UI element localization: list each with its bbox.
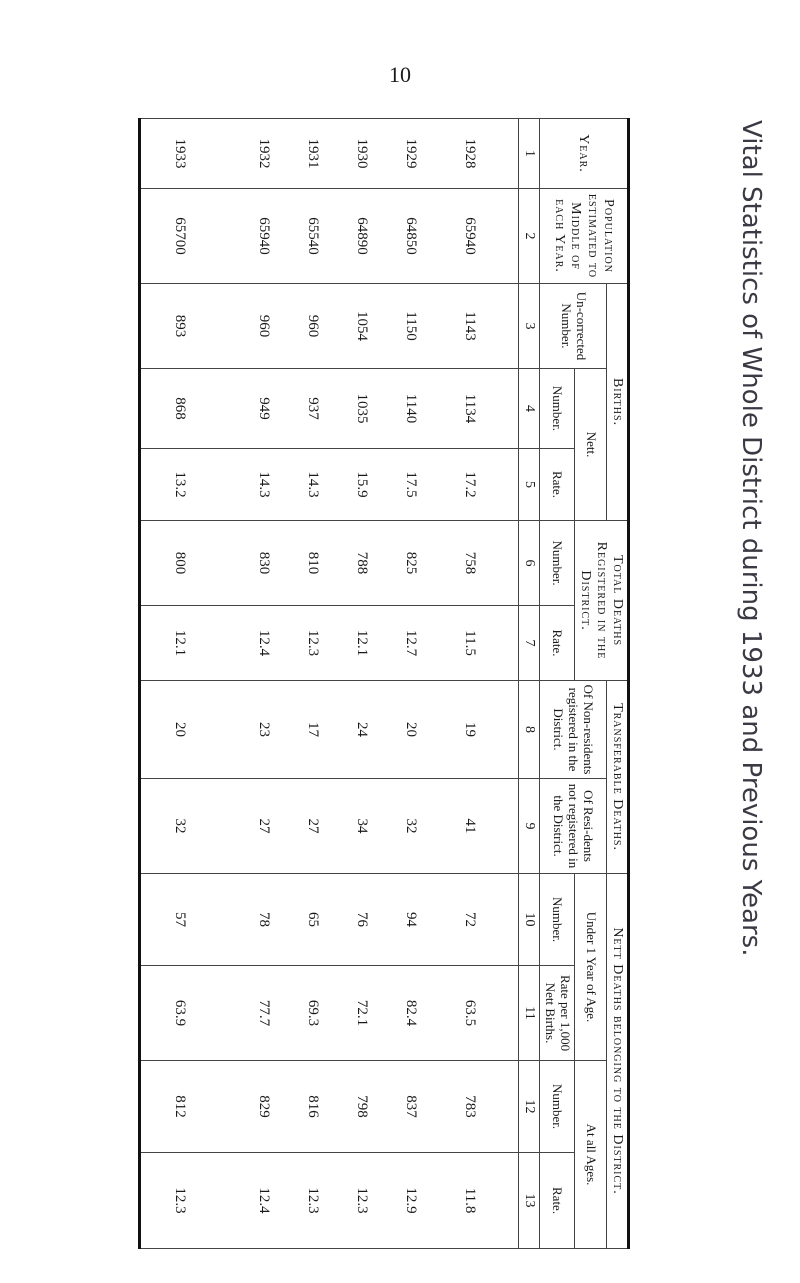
- cell-all-deaths: 798: [337, 1061, 386, 1153]
- cell-population: 65700: [139, 189, 238, 284]
- vital-statistics-table: [138, 118, 630, 1249]
- cell-year: 1932: [239, 119, 288, 189]
- cell-all-rate: 12.9: [386, 1153, 435, 1249]
- header-under-1-year: Under 1 Year of Age.: [574, 874, 606, 1061]
- table-row: [435, 119, 518, 1249]
- page-title: Vital Statistics of Whole District during 1933 and Previous Years.: [736, 120, 766, 957]
- cell-uncorrected: 893: [139, 284, 238, 369]
- header-infant-number: Number.: [539, 874, 574, 966]
- cell-deaths: 758: [435, 521, 518, 606]
- header-total-deaths: Total Deaths Registered in the District.: [574, 521, 628, 681]
- cell-deaths: 810: [288, 521, 337, 606]
- cell-nett-births: 937: [288, 369, 337, 449]
- header-residents-not-registered: Of Resi-dents not registered in the District.: [539, 779, 606, 874]
- cell-deaths: 800: [139, 521, 238, 606]
- cell-nett-births: 1134: [435, 369, 518, 449]
- cell-population: 65940: [435, 189, 518, 284]
- header-non-residents: Of Non-residents registered in the District.: [539, 681, 606, 779]
- cell-nett-births: 1035: [337, 369, 386, 449]
- column-number: 10: [518, 874, 539, 966]
- cell-non-residents: 17: [288, 681, 337, 779]
- cell-nett-births: 949: [239, 369, 288, 449]
- table-row: [288, 119, 337, 1249]
- column-number: 1: [518, 119, 539, 189]
- table-row: [139, 119, 238, 1249]
- cell-death-rate: 12.1: [337, 606, 386, 681]
- column-number: 13: [518, 1153, 539, 1249]
- cell-birth-rate: 13.2: [139, 449, 238, 521]
- cell-nett-births: 868: [139, 369, 238, 449]
- cell-all-rate: 12.4: [239, 1153, 288, 1249]
- header-population: Population estimated to Middle of each Year.: [539, 189, 628, 284]
- cell-infant-deaths: 72: [435, 874, 518, 966]
- cell-infant-rate: 63.5: [435, 966, 518, 1061]
- cell-deaths: 788: [337, 521, 386, 606]
- cell-population: 64890: [337, 189, 386, 284]
- cell-year: 1931: [288, 119, 337, 189]
- header-all-ages-number: Number.: [539, 1061, 574, 1153]
- cell-birth-rate: 14.3: [239, 449, 288, 521]
- column-number: 2: [518, 189, 539, 284]
- column-number: 3: [518, 284, 539, 369]
- cell-uncorrected: 1143: [435, 284, 518, 369]
- column-number: 11: [518, 966, 539, 1061]
- cell-death-rate: 12.4: [239, 606, 288, 681]
- header-births: Births.: [606, 284, 628, 521]
- cell-infant-rate: 82.4: [386, 966, 435, 1061]
- table-row: [337, 119, 386, 1249]
- column-number: 6: [518, 521, 539, 606]
- cell-all-deaths: 837: [386, 1061, 435, 1153]
- cell-death-rate: 12.1: [139, 606, 238, 681]
- cell-birth-rate: 15.9: [337, 449, 386, 521]
- cell-all-deaths: 829: [239, 1061, 288, 1153]
- cell-death-rate: 12.3: [288, 606, 337, 681]
- cell-infant-deaths: 76: [337, 874, 386, 966]
- cell-year: 1933: [139, 119, 238, 189]
- cell-uncorrected: 1054: [337, 284, 386, 369]
- cell-all-deaths: 812: [139, 1061, 238, 1153]
- header-nett-births-rate: Rate.: [539, 449, 574, 521]
- cell-deaths: 825: [386, 521, 435, 606]
- column-number: 8: [518, 681, 539, 779]
- cell-population: 64850: [386, 189, 435, 284]
- cell-all-rate: 12.3: [337, 1153, 386, 1249]
- header-nett-deaths: Nett Deaths belonging to the District.: [606, 874, 628, 1249]
- table-row: [239, 119, 288, 1249]
- cell-non-residents: 23: [239, 681, 288, 779]
- cell-death-rate: 11.5: [435, 606, 518, 681]
- cell-uncorrected: 960: [239, 284, 288, 369]
- header-total-deaths-number: Number.: [539, 521, 574, 606]
- cell-infant-deaths: 78: [239, 874, 288, 966]
- cell-deaths: 830: [239, 521, 288, 606]
- column-number: 12: [518, 1061, 539, 1153]
- header-year: Year.: [539, 119, 628, 189]
- cell-non-residents: 20: [139, 681, 238, 779]
- header-all-ages: At all Ages.: [574, 1061, 606, 1249]
- cell-infant-deaths: 94: [386, 874, 435, 966]
- cell-residents-not-registered: 32: [386, 779, 435, 874]
- column-number: 7: [518, 606, 539, 681]
- cell-all-rate: 11.8: [435, 1153, 518, 1249]
- cell-infant-deaths: 65: [288, 874, 337, 966]
- column-number: 5: [518, 449, 539, 521]
- cell-birth-rate: 17.5: [386, 449, 435, 521]
- column-number: 9: [518, 779, 539, 874]
- page-number: 10: [389, 62, 411, 87]
- cell-infant-rate: 63.9: [139, 966, 238, 1061]
- cell-residents-not-registered: 41: [435, 779, 518, 874]
- header-all-ages-rate: Rate.: [539, 1153, 574, 1249]
- cell-non-residents: 20: [386, 681, 435, 779]
- header-total-deaths-rate: Rate.: [539, 606, 574, 681]
- cell-death-rate: 12.7: [386, 606, 435, 681]
- cell-nett-births: 1140: [386, 369, 435, 449]
- cell-infant-rate: 72.1: [337, 966, 386, 1061]
- cell-residents-not-registered: 27: [288, 779, 337, 874]
- cell-year: 1929: [386, 119, 435, 189]
- header-uncorrected-number: Un-corrected Number.: [539, 284, 606, 369]
- cell-non-residents: 24: [337, 681, 386, 779]
- cell-all-deaths: 816: [288, 1061, 337, 1153]
- cell-residents-not-registered: 34: [337, 779, 386, 874]
- cell-birth-rate: 17.2: [435, 449, 518, 521]
- cell-residents-not-registered: 27: [239, 779, 288, 874]
- cell-birth-rate: 14.3: [288, 449, 337, 521]
- column-number: 4: [518, 369, 539, 449]
- cell-all-rate: 12.3: [288, 1153, 337, 1249]
- cell-infant-rate: 77.7: [239, 966, 288, 1061]
- header-transferable-deaths: Transferable Deaths.: [606, 681, 628, 874]
- header-nett: Nett.: [574, 369, 606, 521]
- table-row: [386, 119, 435, 1249]
- cell-all-rate: 12.3: [139, 1153, 238, 1249]
- cell-residents-not-registered: 32: [139, 779, 238, 874]
- cell-non-residents: 19: [435, 681, 518, 779]
- cell-infant-rate: 69.3: [288, 966, 337, 1061]
- cell-population: 65940: [239, 189, 288, 284]
- cell-year: 1930: [337, 119, 386, 189]
- cell-all-deaths: 783: [435, 1061, 518, 1153]
- cell-uncorrected: 1150: [386, 284, 435, 369]
- cell-population: 65540: [288, 189, 337, 284]
- cell-infant-deaths: 57: [139, 874, 238, 966]
- cell-uncorrected: 960: [288, 284, 337, 369]
- cell-year: 1928: [435, 119, 518, 189]
- rotated-table-wrapper: [150, 118, 630, 1248]
- header-infant-rate: Rate per 1,000 Nett Births.: [539, 966, 574, 1061]
- header-nett-births-number: Number.: [539, 369, 574, 449]
